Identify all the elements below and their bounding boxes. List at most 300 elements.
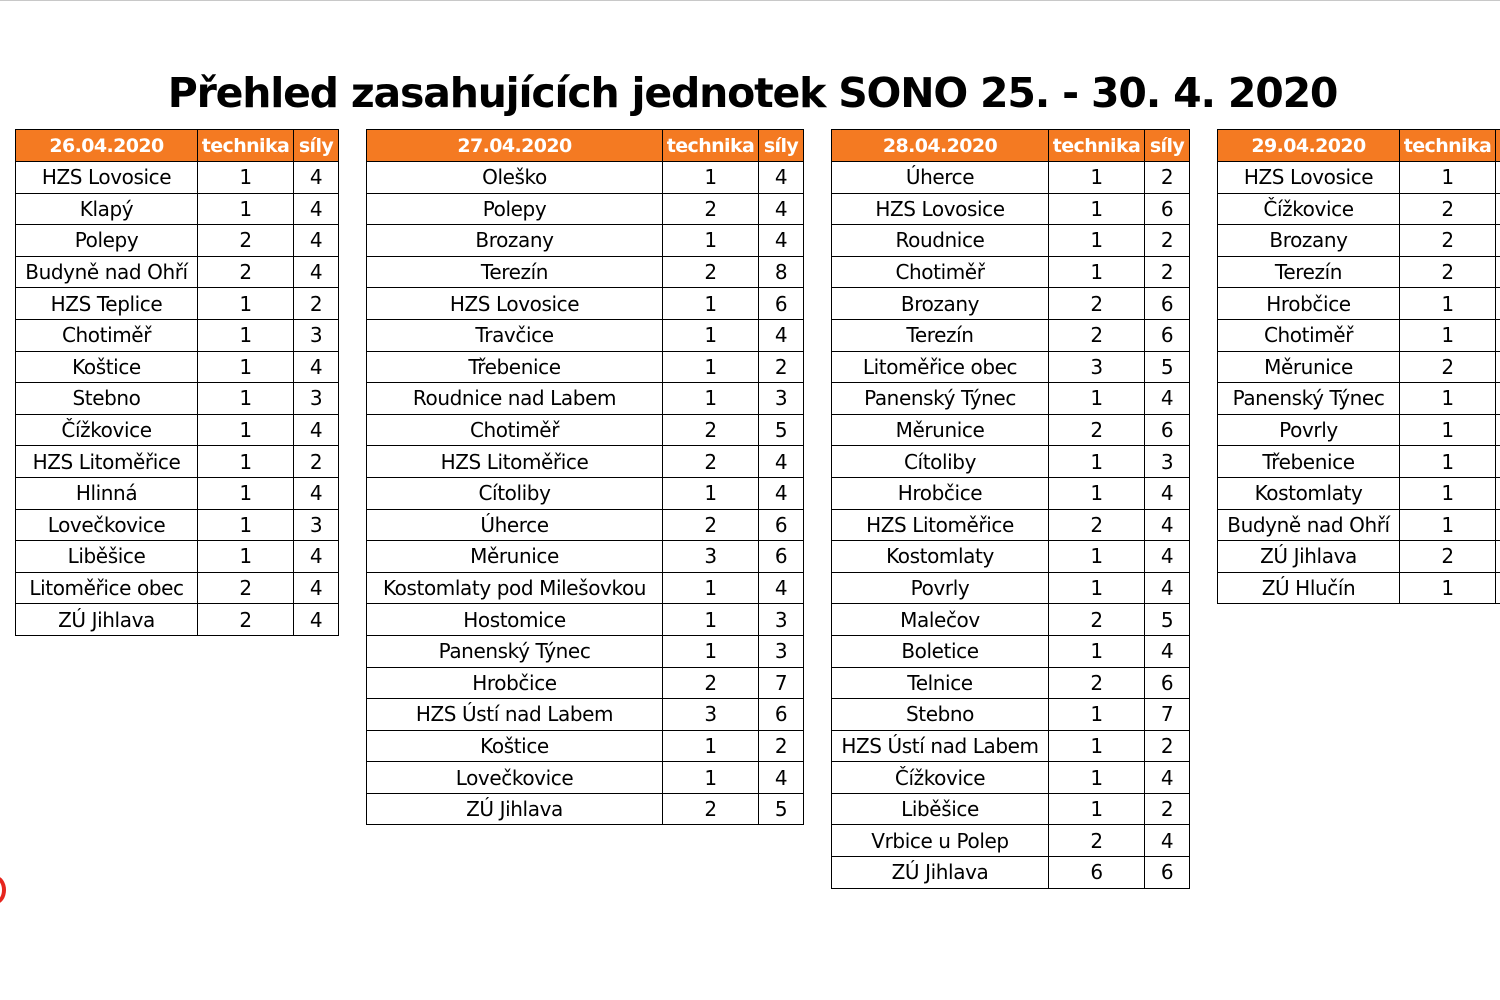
unit-name-cell: Čížkovice	[16, 414, 198, 446]
table-row	[832, 319, 1190, 351]
unit-name-cell: Boletice	[832, 635, 1049, 667]
technika-cell: 1	[198, 414, 294, 446]
sily-cell	[1496, 319, 1500, 351]
technika-cell: 1	[663, 604, 759, 636]
sily-cell: 4	[294, 477, 339, 509]
table-row	[1218, 541, 1500, 573]
sily-cell	[1496, 162, 1500, 194]
technika-cell: 1	[663, 319, 759, 351]
unit-name-cell: Stebno	[16, 383, 198, 415]
technika-cell: 1	[663, 572, 759, 604]
table-row	[832, 857, 1190, 889]
unit-name-cell: Brozany	[832, 288, 1049, 320]
sily-cell: 5	[759, 414, 804, 446]
sily-cell: 6	[1145, 193, 1190, 225]
sily-cell: 6	[1145, 288, 1190, 320]
unit-name-cell: Travčice	[367, 319, 663, 351]
technika-cell: 1	[1049, 477, 1145, 509]
technika-cell: 1	[1400, 162, 1496, 194]
table-row	[832, 604, 1190, 636]
table-row	[832, 825, 1190, 857]
unit-name-cell: Cítoliby	[832, 446, 1049, 478]
technika-cell: 1	[198, 541, 294, 573]
sily-cell	[1496, 414, 1500, 446]
technika-cell: 2	[1049, 604, 1145, 636]
technika-cell: 1	[1049, 162, 1145, 194]
unit-name-cell: Brozany	[1218, 225, 1400, 257]
technika-cell: 1	[198, 446, 294, 478]
table-row	[367, 288, 804, 320]
technika-cell: 1	[1049, 699, 1145, 731]
unit-name-cell: Hostomice	[367, 604, 663, 636]
unit-name-cell: Měrunice	[1218, 351, 1400, 383]
sily-cell: 8	[759, 256, 804, 288]
sily-cell: 7	[1145, 699, 1190, 731]
table-row	[367, 225, 804, 257]
unit-name-cell: Panenský Týnec	[367, 635, 663, 667]
table-row	[832, 162, 1190, 194]
technika-cell: 1	[1049, 730, 1145, 762]
table-row	[16, 193, 339, 225]
unit-name-cell: Lovečkovice	[16, 509, 198, 541]
table-row	[367, 635, 804, 667]
technika-cell: 1	[663, 383, 759, 415]
technika-cell: 1	[198, 288, 294, 320]
sily-cell: 6	[1145, 414, 1190, 446]
sily-cell: 4	[1145, 477, 1190, 509]
table-row	[1218, 446, 1500, 478]
unit-name-cell: Třebenice	[367, 351, 663, 383]
sily-cell	[1496, 256, 1500, 288]
table-row	[832, 667, 1190, 699]
technika-cell: 1	[198, 319, 294, 351]
date-header: 27.04.2020	[367, 130, 663, 162]
sily-cell: 2	[1145, 793, 1190, 825]
day-table-body	[16, 162, 339, 636]
unit-name-cell: Vrbice u Polep	[832, 825, 1049, 857]
sily-cell: 4	[294, 351, 339, 383]
sily-cell: 4	[759, 477, 804, 509]
sily-cell: 4	[294, 162, 339, 194]
unit-name-cell: Budyně nad Ohří	[1218, 509, 1400, 541]
sily-cell: 6	[759, 699, 804, 731]
technika-cell: 1	[198, 477, 294, 509]
day-table-29-04-viewport	[1217, 129, 1500, 629]
sily-cell: 7	[759, 667, 804, 699]
sily-cell	[1496, 509, 1500, 541]
technika-cell: 2	[1049, 509, 1145, 541]
table-row	[367, 572, 804, 604]
sily-header: síly	[294, 130, 339, 162]
technika-cell: 2	[1400, 193, 1496, 225]
unit-name-cell: Koštice	[367, 730, 663, 762]
table-row	[16, 351, 339, 383]
top-border-line	[0, 0, 1500, 1]
sily-cell: 3	[759, 604, 804, 636]
sily-cell: 4	[1145, 825, 1190, 857]
table-row	[1218, 414, 1500, 446]
sily-cell: 6	[759, 541, 804, 573]
sily-cell	[1496, 477, 1500, 509]
unit-name-cell: Liběšice	[832, 793, 1049, 825]
unit-name-cell: HZS Lovosice	[16, 162, 198, 194]
technika-cell: 3	[663, 699, 759, 731]
technika-cell: 1	[198, 351, 294, 383]
table-row	[832, 288, 1190, 320]
day-table-body	[1218, 162, 1500, 604]
table-row	[367, 509, 804, 541]
technika-cell: 1	[1400, 319, 1496, 351]
table-row	[367, 446, 804, 478]
table-row	[16, 288, 339, 320]
sily-header: síly	[759, 130, 804, 162]
technika-cell: 3	[663, 541, 759, 573]
sily-cell: 4	[759, 446, 804, 478]
sily-cell: 4	[1145, 509, 1190, 541]
unit-name-cell: HZS Litoměřice	[367, 446, 663, 478]
technika-cell: 1	[1049, 193, 1145, 225]
table-row	[1218, 288, 1500, 320]
table-row	[1218, 351, 1500, 383]
table-header-row	[832, 130, 1190, 162]
sily-cell: 2	[1145, 225, 1190, 257]
technika-cell: 2	[1400, 256, 1496, 288]
table-row	[832, 509, 1190, 541]
table-row	[16, 604, 339, 636]
table-row	[367, 193, 804, 225]
technika-cell: 2	[1049, 414, 1145, 446]
sily-cell: 5	[759, 793, 804, 825]
unit-name-cell: ZÚ Jihlava	[1218, 541, 1400, 573]
table-row	[367, 319, 804, 351]
sily-cell: 4	[759, 572, 804, 604]
sily-cell	[1496, 383, 1500, 415]
technika-cell: 2	[1049, 288, 1145, 320]
technika-cell: 1	[198, 509, 294, 541]
unit-name-cell: Telnice	[832, 667, 1049, 699]
sily-cell: 4	[294, 572, 339, 604]
technika-cell: 1	[1049, 793, 1145, 825]
unit-name-cell: Čížkovice	[832, 762, 1049, 794]
technika-cell: 1	[663, 477, 759, 509]
unit-name-cell: Chotiměř	[1218, 319, 1400, 351]
sily-header	[1496, 130, 1500, 162]
sily-cell: 5	[1145, 604, 1190, 636]
technika-cell: 1	[663, 288, 759, 320]
unit-name-cell: Chotiměř	[832, 256, 1049, 288]
table-row	[1218, 383, 1500, 415]
unit-name-cell: Kostomlaty	[832, 541, 1049, 573]
table-row	[832, 793, 1190, 825]
day-table-body	[367, 162, 804, 825]
table-row	[16, 414, 339, 446]
table-row	[367, 477, 804, 509]
unit-name-cell: Litoměřice obec	[16, 572, 198, 604]
technika-cell: 1	[663, 162, 759, 194]
technika-cell: 1	[1400, 572, 1496, 604]
sily-cell: 6	[1145, 319, 1190, 351]
sily-cell: 4	[294, 225, 339, 257]
unit-name-cell: Budyně nad Ohří	[16, 256, 198, 288]
table-row	[367, 730, 804, 762]
unit-name-cell: Liběšice	[16, 541, 198, 573]
table-row	[832, 572, 1190, 604]
sily-cell: 2	[294, 288, 339, 320]
unit-name-cell: HZS Ústí nad Labem	[367, 699, 663, 731]
technika-cell: 2	[198, 604, 294, 636]
table-row	[367, 256, 804, 288]
sily-cell: 3	[294, 319, 339, 351]
technika-cell: 2	[1049, 319, 1145, 351]
table-row	[16, 446, 339, 478]
unit-name-cell: Koštice	[16, 351, 198, 383]
sily-cell: 6	[759, 288, 804, 320]
sily-cell: 4	[294, 541, 339, 573]
table-row	[832, 383, 1190, 415]
technika-cell: 1	[1049, 762, 1145, 794]
table-row	[832, 477, 1190, 509]
unit-name-cell: Stebno	[832, 699, 1049, 731]
technika-cell: 1	[1049, 446, 1145, 478]
unit-name-cell: Chotiměř	[16, 319, 198, 351]
table-header-row	[1218, 130, 1500, 162]
technika-cell: 2	[1400, 351, 1496, 383]
unit-name-cell: Hrobčice	[832, 477, 1049, 509]
unit-name-cell: Úherce	[832, 162, 1049, 194]
unit-name-cell: HZS Teplice	[16, 288, 198, 320]
unit-name-cell: Cítoliby	[367, 477, 663, 509]
table-row	[367, 383, 804, 415]
technika-cell: 1	[1049, 225, 1145, 257]
sily-cell: 3	[294, 383, 339, 415]
sily-cell: 2	[759, 730, 804, 762]
sily-cell	[1496, 351, 1500, 383]
unit-name-cell: Roudnice nad Labem	[367, 383, 663, 415]
unit-name-cell: Litoměřice obec	[832, 351, 1049, 383]
technika-cell: 1	[1400, 446, 1496, 478]
table-row	[367, 793, 804, 825]
unit-name-cell: Panenský Týnec	[832, 383, 1049, 415]
technika-cell: 2	[1049, 825, 1145, 857]
table-row	[1218, 162, 1500, 194]
unit-name-cell: Kostomlaty	[1218, 477, 1400, 509]
unit-name-cell: Terezín	[832, 319, 1049, 351]
unit-name-cell: Brozany	[367, 225, 663, 257]
unit-name-cell: Hlinná	[16, 477, 198, 509]
sily-cell: 4	[1145, 383, 1190, 415]
unit-name-cell: HZS Litoměřice	[16, 446, 198, 478]
sily-cell: 2	[1145, 730, 1190, 762]
technika-cell: 1	[1049, 541, 1145, 573]
technika-cell: 1	[1049, 572, 1145, 604]
sily-cell: 4	[759, 225, 804, 257]
sily-cell: 3	[1145, 446, 1190, 478]
unit-name-cell: Povrly	[832, 572, 1049, 604]
table-row	[1218, 477, 1500, 509]
technika-cell: 3	[1049, 351, 1145, 383]
table-row	[367, 414, 804, 446]
table-row	[16, 319, 339, 351]
sily-cell: 4	[294, 414, 339, 446]
sily-cell: 5	[1145, 351, 1190, 383]
table-row	[832, 762, 1190, 794]
unit-name-cell: Terezín	[367, 256, 663, 288]
day-table-27-04	[366, 129, 804, 825]
table-row	[1218, 509, 1500, 541]
date-header: 29.04.2020	[1218, 130, 1400, 162]
table-row	[832, 256, 1190, 288]
unit-name-cell: Měrunice	[367, 541, 663, 573]
table-row	[832, 541, 1190, 573]
table-row	[1218, 193, 1500, 225]
table-row	[832, 699, 1190, 731]
unit-name-cell: HZS Lovosice	[832, 193, 1049, 225]
table-header-row	[367, 130, 804, 162]
sily-cell: 4	[1145, 572, 1190, 604]
day-table-body	[832, 162, 1190, 889]
unit-name-cell: Roudnice	[832, 225, 1049, 257]
unit-name-cell: HZS Lovosice	[367, 288, 663, 320]
unit-name-cell: ZÚ Jihlava	[16, 604, 198, 636]
table-row	[367, 351, 804, 383]
technika-cell: 6	[1049, 857, 1145, 889]
sily-cell: 3	[294, 509, 339, 541]
unit-name-cell: Třebenice	[1218, 446, 1400, 478]
unit-name-cell: Úherce	[367, 509, 663, 541]
date-header: 26.04.2020	[16, 130, 198, 162]
technika-cell: 2	[663, 193, 759, 225]
table-row	[1218, 572, 1500, 604]
day-table-26-04	[15, 129, 339, 636]
unit-name-cell: Měrunice	[832, 414, 1049, 446]
unit-name-cell: Panenský Týnec	[1218, 383, 1400, 415]
sily-cell: 3	[759, 383, 804, 415]
table-row	[367, 541, 804, 573]
unit-name-cell: Povrly	[1218, 414, 1400, 446]
sily-cell: 2	[759, 351, 804, 383]
sily-cell	[1496, 541, 1500, 573]
unit-name-cell: ZÚ Jihlava	[367, 793, 663, 825]
table-row	[832, 446, 1190, 478]
table-row	[367, 762, 804, 794]
table-row	[16, 509, 339, 541]
table-row	[832, 635, 1190, 667]
unit-name-cell: HZS Ústí nad Labem	[832, 730, 1049, 762]
technika-cell: 1	[1049, 635, 1145, 667]
unit-name-cell: Polepy	[367, 193, 663, 225]
red-marker-icon	[0, 876, 6, 904]
technika-cell: 1	[198, 193, 294, 225]
technika-cell: 1	[663, 635, 759, 667]
unit-name-cell: Chotiměř	[367, 414, 663, 446]
table-row	[16, 225, 339, 257]
technika-cell: 1	[663, 730, 759, 762]
technika-header: technika	[1400, 130, 1496, 162]
technika-cell: 2	[663, 509, 759, 541]
table-row	[832, 414, 1190, 446]
unit-name-cell: Klapý	[16, 193, 198, 225]
unit-name-cell: Hrobčice	[367, 667, 663, 699]
sily-cell	[1496, 572, 1500, 604]
technika-cell: 1	[1400, 288, 1496, 320]
technika-cell: 1	[1049, 383, 1145, 415]
technika-cell: 2	[198, 256, 294, 288]
technika-cell: 1	[663, 351, 759, 383]
technika-cell: 1	[1400, 414, 1496, 446]
technika-cell: 2	[198, 225, 294, 257]
page-title: Přehled zasahujících jednotek SONO 25. - 30. 4. 2020	[167, 69, 1338, 118]
technika-cell: 2	[198, 572, 294, 604]
sily-cell: 4	[1145, 762, 1190, 794]
unit-name-cell: Polepy	[16, 225, 198, 257]
sily-cell: 6	[759, 509, 804, 541]
technika-cell: 2	[663, 667, 759, 699]
sily-cell: 4	[1145, 541, 1190, 573]
unit-name-cell: Lovečkovice	[367, 762, 663, 794]
table-row	[367, 162, 804, 194]
unit-name-cell: Oleško	[367, 162, 663, 194]
sily-cell: 6	[1145, 857, 1190, 889]
table-row	[1218, 225, 1500, 257]
sily-cell: 2	[294, 446, 339, 478]
sily-cell: 4	[1145, 635, 1190, 667]
technika-header: technika	[1049, 130, 1145, 162]
day-table-28-04	[831, 129, 1190, 889]
sily-cell: 4	[759, 762, 804, 794]
unit-name-cell: Kostomlaty pod Milešovkou	[367, 572, 663, 604]
table-row	[832, 193, 1190, 225]
table-row	[16, 541, 339, 573]
sily-cell: 4	[294, 604, 339, 636]
sily-cell: 2	[1145, 162, 1190, 194]
sily-cell: 6	[1145, 667, 1190, 699]
technika-cell: 1	[663, 762, 759, 794]
technika-header: technika	[663, 130, 759, 162]
technika-cell: 1	[198, 383, 294, 415]
technika-cell: 2	[1049, 667, 1145, 699]
sily-cell	[1496, 446, 1500, 478]
sily-cell: 4	[759, 162, 804, 194]
sily-cell: 3	[759, 635, 804, 667]
technika-cell: 1	[1400, 477, 1496, 509]
technika-cell: 2	[1400, 225, 1496, 257]
technika-cell: 1	[198, 162, 294, 194]
unit-name-cell: HZS Litoměřice	[832, 509, 1049, 541]
technika-cell: 2	[1400, 541, 1496, 573]
technika-cell: 1	[1049, 256, 1145, 288]
unit-name-cell: ZÚ Hlučín	[1218, 572, 1400, 604]
table-row	[832, 730, 1190, 762]
technika-cell: 2	[663, 256, 759, 288]
unit-name-cell: HZS Lovosice	[1218, 162, 1400, 194]
sily-cell: 4	[294, 256, 339, 288]
table-header-row	[16, 130, 339, 162]
table-row	[16, 572, 339, 604]
technika-cell: 1	[1400, 509, 1496, 541]
technika-cell: 2	[663, 446, 759, 478]
sily-cell: 4	[759, 319, 804, 351]
technika-header: technika	[198, 130, 294, 162]
table-row	[832, 351, 1190, 383]
table-row	[367, 667, 804, 699]
technika-cell: 1	[1400, 383, 1496, 415]
table-row	[1218, 319, 1500, 351]
table-row	[367, 699, 804, 731]
day-table-29-04	[1217, 129, 1500, 604]
table-row	[16, 256, 339, 288]
table-row	[832, 225, 1190, 257]
table-row	[1218, 256, 1500, 288]
